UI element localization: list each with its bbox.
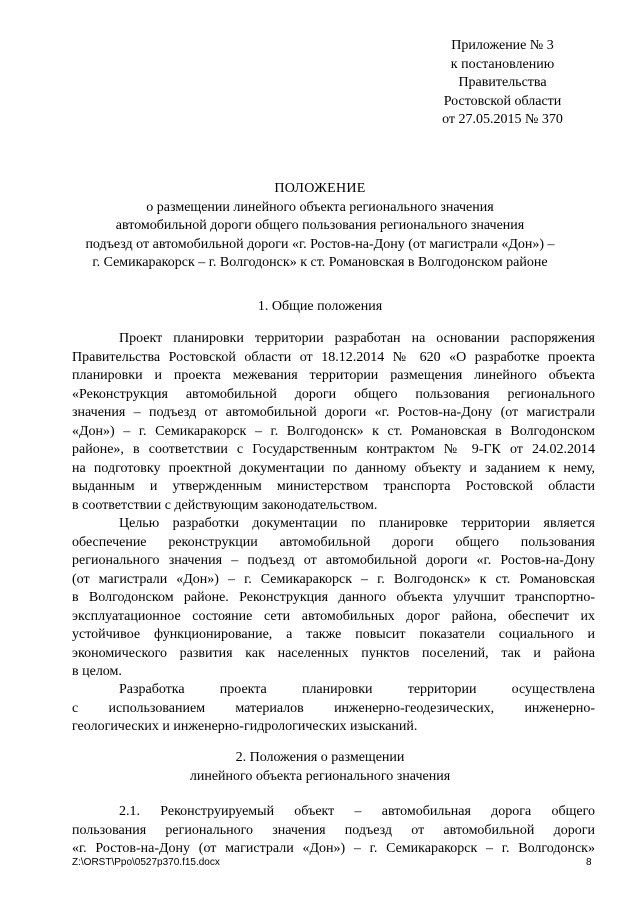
text-line: Проект планировки территории разработан на основании распоряжения bbox=[119, 331, 595, 346]
text-line: Правительства Ростовской области от 18.12.2014 № 620 «О разработке проекта bbox=[72, 349, 595, 365]
section-2-heading-line: 2. Положения о размещении bbox=[235, 750, 405, 765]
text-line: эксплуатационное состояние сети автомобильных дорог района, обеспечит их bbox=[72, 608, 595, 624]
title-line: г. Семикаракорск – г. Волгодонск» к ст. Романовская в Волгодонском районе bbox=[92, 255, 548, 271]
text-line: районе», в соответствии с Государственным контрактом № 9-ГК от 24.02.2014 bbox=[72, 442, 595, 457]
text-line: 2.1. Реконструируемый объект – автомобильная дорога общего bbox=[119, 804, 595, 819]
text-line: Разработка проекта планировки территории осуществлена bbox=[119, 682, 595, 697]
section-1-paragraph-3 bbox=[72, 681, 595, 737]
text-line: обеспечение реконструкции автомобильной дороги общего пользования bbox=[72, 534, 595, 550]
text-line: выданным и утвержденным министерством транспорта Ростовской области bbox=[72, 479, 595, 494]
section-2-heading bbox=[60, 749, 580, 786]
text-line: устойчивое функционирование, а также повысит показатели социального и bbox=[72, 627, 595, 642]
text-line: планировки и проекта межевания территории размещения линейного объекта bbox=[72, 368, 595, 383]
text-line: с использованием материалов инженерно-геодезических, инженерно- bbox=[72, 700, 595, 716]
text-line: (от магистрали «Дон») – г. Семикаракорск – г. Волгодонск» к ст. Романовская bbox=[72, 571, 595, 587]
footer-file-path: Z:\ORST\Ppo\0527p370.f15.docx bbox=[72, 857, 220, 868]
document-title bbox=[60, 180, 580, 273]
section-1-heading: 1. Общие положения bbox=[257, 299, 383, 314]
section-1-paragraph-2 bbox=[72, 515, 595, 682]
title-heading: ПОЛОЖЕНИЕ bbox=[274, 181, 366, 196]
text-line: «г. Ростов-на-Дону (от магистрали «Дон») – г. Семикаракорск – г. Волгодонск» bbox=[72, 841, 595, 856]
text-line: в соответствии с действующим законодательством. bbox=[72, 497, 378, 513]
text-line: «Реконструкция автомобильной дороги общего пользования регионального bbox=[72, 386, 595, 402]
appendix-line: к постановлению bbox=[450, 56, 555, 72]
text-line: регионального значения – подъезд от автомобильной дороги «г. Ростов-на-Дону bbox=[72, 553, 595, 568]
appendix-line: Приложение № 3 bbox=[451, 38, 554, 53]
text-line: Целью разработки документации по планировке территории является bbox=[119, 516, 595, 531]
text-line: в целом. bbox=[72, 664, 122, 679]
section-2-paragraph-1 bbox=[72, 803, 595, 859]
appendix-header bbox=[415, 37, 590, 130]
appendix-line: Ростовской области bbox=[443, 93, 562, 109]
text-line: экономического развития как населенных пунктов поселений, так и района bbox=[72, 645, 595, 661]
appendix-line: от 27.05.2015 № 370 bbox=[442, 112, 563, 128]
text-line: геологических и инженерно-гидрологических изысканий. bbox=[72, 719, 418, 734]
section-2-heading-line: линейного объекта регионального значения bbox=[189, 768, 451, 784]
text-line: на подготовку проектной документации по данному объекту и заданием к нему, bbox=[72, 460, 595, 476]
title-line: автомобильной дороги общего пользования регионального значения bbox=[115, 218, 525, 234]
text-line: значения – подъезд от автомобильной дороги «г. Ростов-на-Дону (от магистрали bbox=[72, 405, 595, 420]
title-line: о размещении линейного объекта регионального значения bbox=[146, 199, 494, 215]
text-line: пользования регионального значения подъезд от автомобильной дороги bbox=[72, 822, 595, 838]
appendix-line: Правительства bbox=[458, 75, 547, 91]
footer-page-number: 8 bbox=[586, 857, 592, 868]
title-line: подъезд от автомобильной дороги «г. Ростов-на-Дону (от магистрали «Дон») – bbox=[85, 236, 555, 252]
text-line: в Волгодонском районе. Реконструкция данного объекта улучшит транспортно- bbox=[72, 590, 595, 605]
section-1-paragraph-1 bbox=[72, 330, 595, 515]
text-line: «Дон») – г. Семикаракорск – г. Волгодонск» к ст. Романовская в Волгодонском bbox=[72, 423, 595, 439]
